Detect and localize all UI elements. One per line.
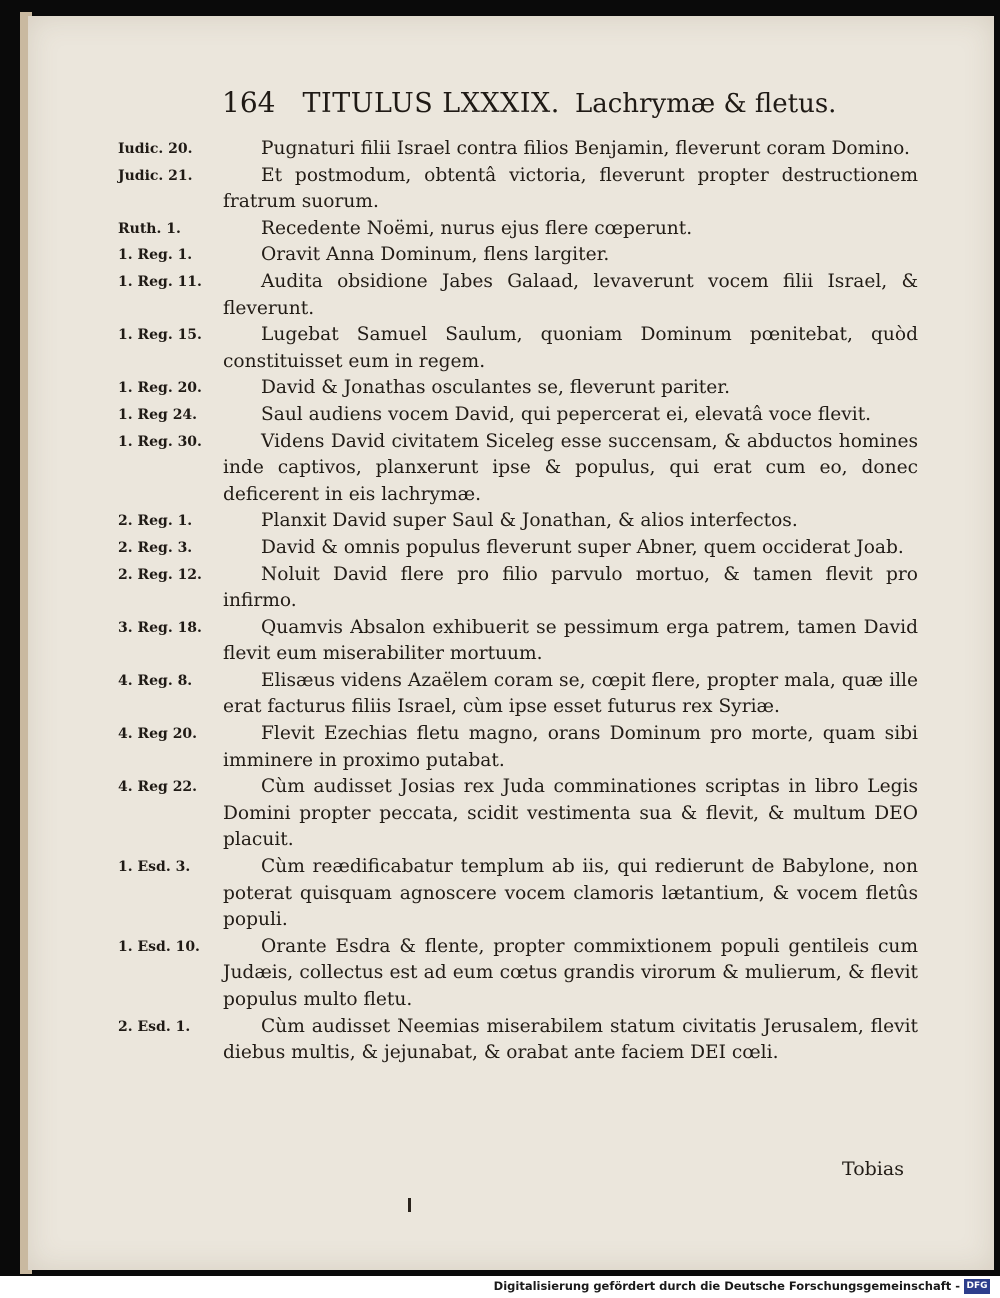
entry-text: Cùm audisset Neemias miserabilem statum civitatis Jerusalem, flevit diebus multis, & jejunabat, & orabat ante faciem DEI cœli. xyxy=(223,1015,918,1064)
entry-text: Flevit Ezechias fletu magno, orans Dominum pro morte, quam sibi imminere in proximo putabat. xyxy=(223,723,918,771)
entry-list xyxy=(118,136,918,1067)
scripture-reference: 3. Reg. 18. xyxy=(118,619,202,636)
list-item xyxy=(118,668,918,721)
entry-text: David & Jonathas osculantes se, fleverunt pariter. xyxy=(261,377,731,399)
scripture-reference: 4. Reg. 8. xyxy=(118,672,193,689)
list-item xyxy=(118,375,918,402)
page-number: 164 xyxy=(222,86,276,119)
scripture-reference: Judic. 21. xyxy=(118,167,193,184)
list-item xyxy=(118,429,918,509)
entry-text: Noluit David flere pro filio parvulo mortuo, & tamen flevit pro infirmo. xyxy=(223,563,918,612)
entry-text: Planxit David super Saul & Jonathan, & alios interfectos. xyxy=(261,510,798,532)
entry-text: David & omnis populus fleverunt super Abner, quem occiderat Joab. xyxy=(261,536,904,558)
catchword: Tobias xyxy=(842,1158,904,1180)
entry-text: Quamvis Absalon exhibuerit se pessimum erga patrem, tamen David flevit eum miserabiliter mortuum. xyxy=(223,616,918,665)
list-item xyxy=(118,854,918,934)
scripture-reference: 4. Reg 22. xyxy=(118,779,198,796)
running-header xyxy=(222,86,837,119)
page-subtitle: Lachrymæ & fletus. xyxy=(574,89,837,119)
entry-text: Cùm reædificabatur templum ab iis, qui redierunt de Babylone, non poterat quisquam agnoscere vocem clamoris lætantium, & vocem fletûs populi. xyxy=(223,856,918,931)
entry-text: Videns David civitatem Siceleg esse succensam, & abductos homines inde captivos, planxerunt ipse & populus, qui erat cum eo, donec deficerent in eis lachrymæ. xyxy=(223,430,918,505)
entry-text: Elisæus videns Azaëlem coram se, cœpit flere, propter mala, quæ ille erat facturus filiis Israel, cùm ipse esset futurus rex Syriæ. xyxy=(223,669,918,718)
scripture-reference: 1. Reg. 30. xyxy=(118,433,202,450)
list-item xyxy=(118,136,918,163)
entry-text: Saul audiens vocem David, qui pepercerat ei, elevatâ voce flevit. xyxy=(261,403,872,425)
list-item xyxy=(118,216,918,243)
list-item xyxy=(118,535,918,562)
list-item xyxy=(118,322,918,375)
scripture-reference: 2. Reg. 1. xyxy=(118,513,193,530)
entry-text: Oravit Anna Dominum, flens largiter. xyxy=(261,244,610,266)
list-item xyxy=(118,269,918,322)
list-item xyxy=(118,1014,918,1067)
scripture-reference: 1. Reg. 15. xyxy=(118,327,202,344)
list-item xyxy=(118,402,918,429)
scripture-reference: 1. Reg 24. xyxy=(118,406,198,423)
signature-mark xyxy=(408,1198,411,1212)
scripture-reference: 4. Reg 20. xyxy=(118,726,198,743)
list-item xyxy=(118,615,918,668)
entry-text: Recedente Noëmi, nurus ejus flere cœperunt. xyxy=(261,217,693,239)
list-item xyxy=(118,774,918,854)
footer-credit: Digitalisierung gefördert durch die Deutsche Forschungsgemeinschaft - xyxy=(493,1279,960,1293)
dfg-logo-icon: DFG xyxy=(964,1279,990,1294)
scripture-reference: 2. Reg. 12. xyxy=(118,566,202,583)
list-item xyxy=(118,721,918,774)
scripture-reference: 1. Reg. 20. xyxy=(118,380,202,397)
scripture-reference: 1. Reg. 1. xyxy=(118,247,193,264)
entry-text: Pugnaturi filii Israel contra filios Benjamin, fleverunt coram Domino. xyxy=(261,138,910,159)
scripture-reference: 1. Esd. 3. xyxy=(118,859,191,876)
entry-text: Audita obsidione Jabes Galaad, levaverunt vocem filii Israel, & fleverunt. xyxy=(223,270,918,319)
list-item xyxy=(118,508,918,535)
list-item xyxy=(118,562,918,615)
scripture-reference: Ruth. 1. xyxy=(118,220,181,237)
list-item xyxy=(118,934,918,1014)
scripture-reference: Iudic. 20. xyxy=(118,141,193,157)
scripture-reference: 2. Esd. 1. xyxy=(118,1018,191,1035)
entry-text: Cùm audisset Josias rex Juda comminationes scriptas in libro Legis Domini propter peccata, scidit vestimenta sua & flevit, & multum DEO placuit. xyxy=(223,776,918,851)
scripture-reference: 2. Reg. 3. xyxy=(118,539,193,556)
list-item xyxy=(118,163,918,216)
entry-text: Orante Esdra & flente, propter commixtionem populi gentileis cum Judæis, collectus est ad eum cœtus grandis virorum & mulierum, & flevit populus multo fletu. xyxy=(223,935,918,1010)
digitization-footer xyxy=(0,1276,1000,1298)
scripture-reference: 1. Reg. 11. xyxy=(118,273,202,290)
list-item xyxy=(118,242,918,269)
entry-text: Lugebat Samuel Saulum, quoniam Dominum pœnitebat, quòd constituisset eum in regem. xyxy=(223,324,918,372)
scripture-reference: 1. Esd. 10. xyxy=(118,938,200,955)
page-title: TITULUS LXXXIX. xyxy=(302,88,560,119)
entry-text: Et postmodum, obtentâ victoria, fleverunt propter destructionem fratrum suorum. xyxy=(223,164,918,213)
